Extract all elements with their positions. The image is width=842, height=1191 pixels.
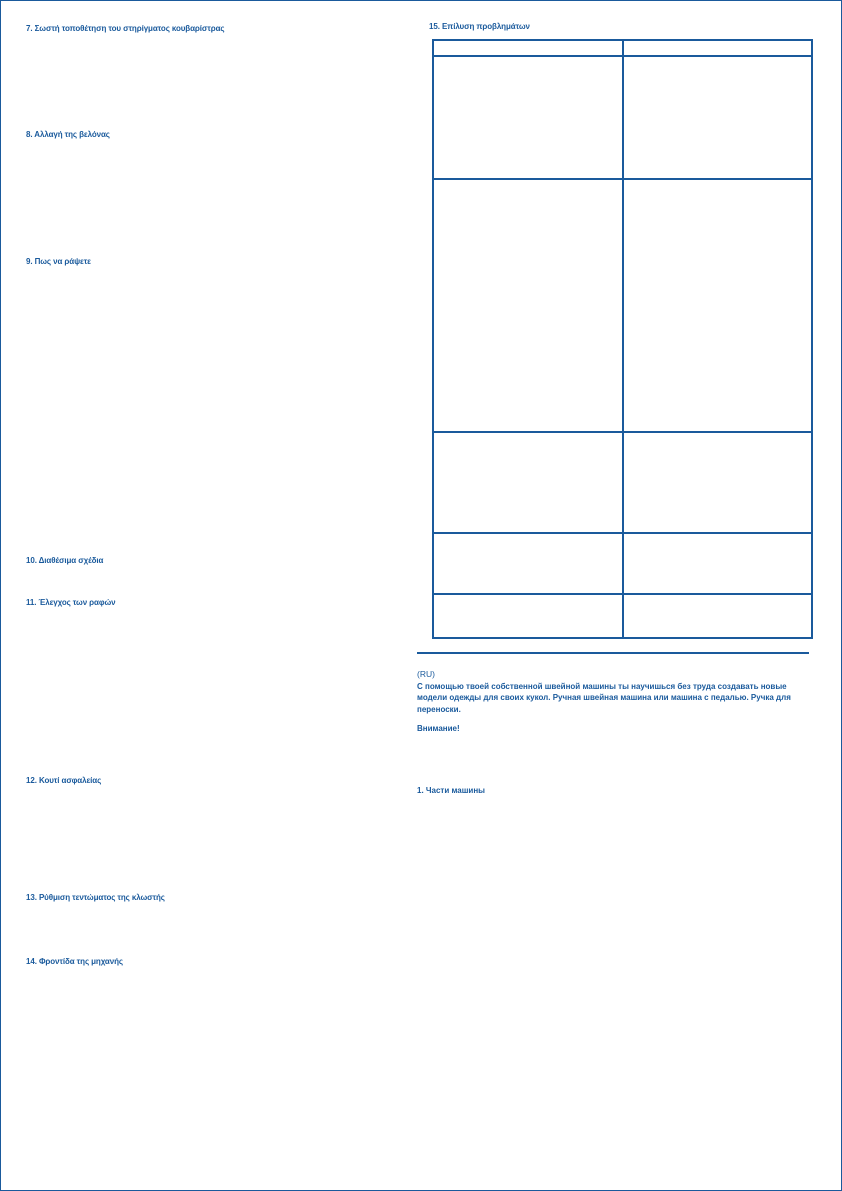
table-row-divider: [434, 532, 811, 534]
heading-section-12: 12. Κουτί ασφαλείας: [26, 776, 102, 785]
heading-section-15: 15. Επίλυση προβλημάτων: [429, 22, 530, 31]
heading-section-11: 11. Έλεγχος των ραφών: [26, 598, 116, 607]
ru-intro: [417, 669, 812, 715]
table-row-divider: [434, 593, 811, 595]
table-row-divider: [434, 178, 811, 180]
ru-warning-heading: Внимание!: [417, 724, 460, 733]
heading-section-14: 14. Φροντίδα της μηχανής: [26, 957, 123, 966]
heading-section-9: 9. Πως να ράψετε: [26, 257, 91, 266]
ru-intro-paragraph: С помощью твоей собственной швейной машины ты научишься без труда создавать новые модели одежды для своих кукол. Ручная швейная машина или машина с педалью. Ручка для переноски.: [417, 681, 791, 714]
heading-section-10: 10. Διαθέσιμα σχέδια: [26, 556, 104, 565]
troubleshooting-table: [432, 39, 813, 639]
heading-section-13: 13. Ρύθμιση τεντώματος της κλωστής: [26, 893, 165, 902]
table-row-divider: [434, 55, 811, 57]
ru-language-label: (RU): [417, 669, 435, 679]
section-divider: [417, 652, 809, 654]
heading-section-8: 8. Αλλαγή της βελόνας: [26, 130, 110, 139]
table-column-divider: [622, 41, 624, 637]
ru-heading-section-1: 1. Части машины: [417, 786, 485, 795]
heading-section-7: 7. Σωστή τοποθέτηση του στηρίγματος κουβαρίστρας: [26, 24, 225, 33]
table-row-divider: [434, 431, 811, 433]
